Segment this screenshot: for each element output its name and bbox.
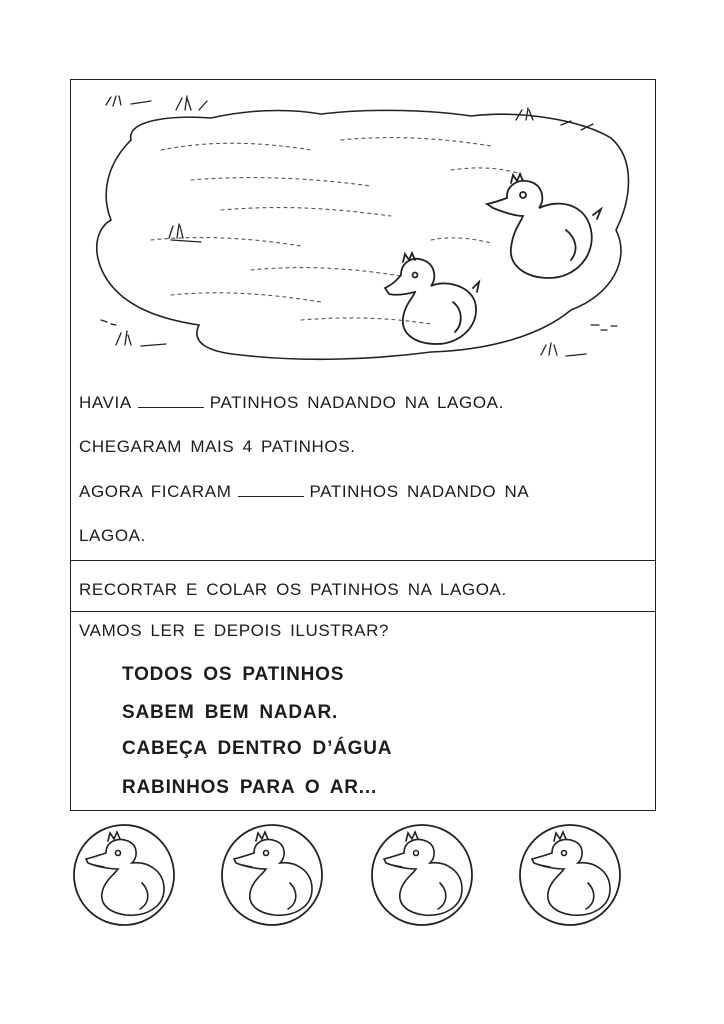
- cutout-duck-3[interactable]: [372, 825, 472, 925]
- exercise-line-1: [79, 393, 504, 413]
- pond-duck-right: [487, 174, 601, 278]
- cut-paste-instruction: RECORTAR E COLAR OS PATINHOS NA LAGOA.: [79, 580, 507, 599]
- exercise-line-4: LAGOA.: [79, 526, 146, 545]
- worksheet-frame: [70, 79, 656, 811]
- duck-cutouts: [0, 812, 724, 942]
- pond-duck-center: [385, 253, 479, 344]
- cutout-duck-4[interactable]: [520, 825, 620, 925]
- answer-blank-2[interactable]: [238, 495, 304, 497]
- line1-end-text: PATINHOS NADANDO NA LAGOA.: [209, 393, 504, 412]
- poem-line-3: CABEÇA DENTRO D’ÁGUA: [122, 738, 393, 759]
- section-divider-2: [71, 611, 655, 612]
- line1-start-text: HAVIA: [79, 393, 132, 412]
- poem-line-2: SABEM BEM NADAR.: [122, 702, 339, 723]
- cutout-duck-1[interactable]: [74, 825, 174, 925]
- cutout-duck-2[interactable]: [222, 825, 322, 925]
- pond-illustration: [71, 80, 654, 370]
- poem-line-1: TODOS OS PATINHOS: [122, 664, 345, 685]
- exercise-line-3: [79, 482, 529, 502]
- poem-line-4: RABINHOS PARA O AR...: [122, 777, 378, 798]
- answer-blank-1[interactable]: [138, 406, 204, 408]
- exercise-line-2: CHEGARAM MAIS 4 PATINHOS.: [79, 437, 356, 456]
- section-divider-1: [71, 560, 655, 561]
- line3-start-text: AGORA FICARAM: [79, 482, 232, 501]
- line3-end-text: PATINHOS NADANDO NA: [309, 482, 530, 501]
- reading-prompt: VAMOS LER E DEPOIS ILUSTRAR?: [79, 621, 390, 640]
